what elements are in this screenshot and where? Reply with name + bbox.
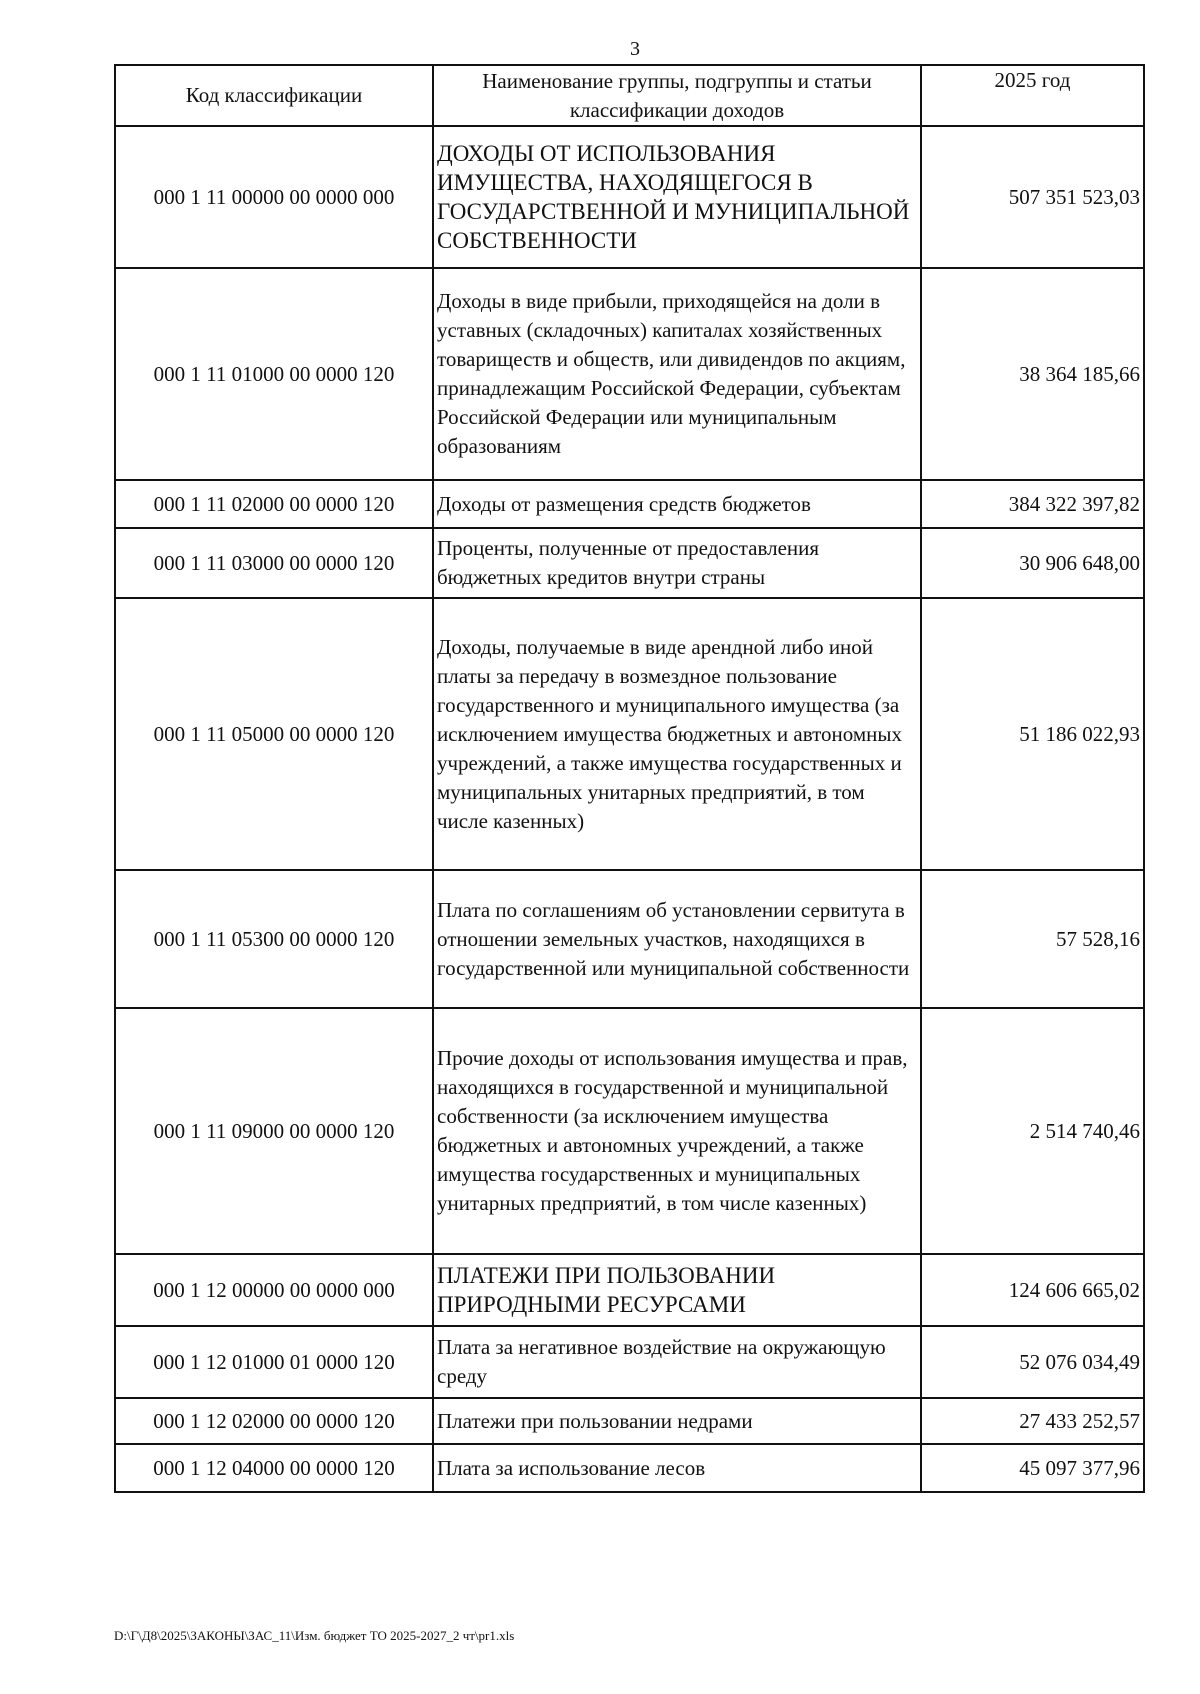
- classification-name: Доходы от размещения средств бюджетов: [433, 480, 921, 528]
- table-row: [115, 1444, 1144, 1492]
- amount-2025: 384 322 397,82: [921, 480, 1144, 528]
- file-path-footer: D:\Г\Д8\2025\ЗАКОНЫ\ЗАС_11\Изм. бюджет ТО 2025-2027_2 чт\pr1.xls: [114, 1628, 515, 1643]
- classification-code: 000 1 11 05300 00 0000 120: [115, 870, 433, 1008]
- amount-2025: 51 186 022,93: [921, 598, 1144, 870]
- classification-code: 000 1 11 01000 00 0000 120: [115, 268, 433, 480]
- classification-code: 000 1 11 03000 00 0000 120: [115, 528, 433, 598]
- amount-2025: 30 906 648,00: [921, 528, 1144, 598]
- classification-name: Плата за использование лесов: [433, 1444, 921, 1492]
- classification-name: ДОХОДЫ ОТ ИСПОЛЬЗОВАНИЯ ИМУЩЕСТВА, НАХОДЯЩЕГОСЯ В ГОСУДАРСТВЕННОЙ И МУНИЦИПАЛЬНОЙ СОБСТВЕННОСТИ: [433, 126, 921, 268]
- amount-2025: 27 433 252,57: [921, 1398, 1144, 1444]
- amount-2025: 124 606 665,02: [921, 1254, 1144, 1326]
- classification-name: Доходы, получаемые в виде арендной либо иной платы за передачу в возмездное пользование государственного и муниципального имущества (за исключением имущества бюджетных и автономных учреждений, а также имущества государственных и муниципальных унитарных предприятий, в том числе казенных): [433, 598, 921, 870]
- table-row: [115, 1254, 1144, 1326]
- classification-code: 000 1 11 09000 00 0000 120: [115, 1008, 433, 1254]
- classification-name: Плата за негативное воздействие на окружающую среду: [433, 1326, 921, 1398]
- classification-code: 000 1 12 01000 01 0000 120: [115, 1326, 433, 1398]
- classification-name: Проценты, полученные от предоставления бюджетных кредитов внутри страны: [433, 528, 921, 598]
- table-row: [115, 1326, 1144, 1398]
- revenue-classification-table: [114, 64, 1145, 1493]
- classification-name: Платежи при пользовании недрами: [433, 1398, 921, 1444]
- amount-2025: 507 351 523,03: [921, 126, 1144, 268]
- table-row: [115, 126, 1144, 268]
- table-row: [115, 1008, 1144, 1254]
- classification-code: 000 1 11 05000 00 0000 120: [115, 598, 433, 870]
- table-row: [115, 1398, 1144, 1444]
- classification-name: Прочие доходы от использования имущества и прав, находящихся в государственной и муниципальной собственности (за исключением имущества бюджетных и автономных учреждений, а также имущества государственных и муниципальных унитарных предприятий, в том числе казенных): [433, 1008, 921, 1254]
- amount-2025: 45 097 377,96: [921, 1444, 1144, 1492]
- classification-code: 000 1 12 00000 00 0000 000: [115, 1254, 433, 1326]
- table-row: [115, 268, 1144, 480]
- classification-name: Плата по соглашениям об установлении сервитута в отношении земельных участков, находящихся в государственной или муниципальной собственности: [433, 870, 921, 1008]
- table-header-row: [115, 65, 1144, 126]
- amount-2025: 2 514 740,46: [921, 1008, 1144, 1254]
- table-row: [115, 598, 1144, 870]
- header-name: Наименование группы, подгруппы и статьи классификации доходов: [433, 65, 921, 126]
- classification-code: 000 1 11 00000 00 0000 000: [115, 126, 433, 268]
- table-row: [115, 870, 1144, 1008]
- amount-2025: 52 076 034,49: [921, 1326, 1144, 1398]
- classification-name: ПЛАТЕЖИ ПРИ ПОЛЬЗОВАНИИ ПРИРОДНЫМИ РЕСУРСАМИ: [433, 1254, 921, 1326]
- amount-2025: 57 528,16: [921, 870, 1144, 1008]
- table-row: [115, 528, 1144, 598]
- classification-code: 000 1 12 02000 00 0000 120: [115, 1398, 433, 1444]
- classification-name: Доходы в виде прибыли, приходящейся на доли в уставных (складочных) капиталах хозяйственных товариществ и обществ, или дивидендов по акциям, принадлежащим Российской Федерации, субъектам Российской Федерации или муниципальным образованиям: [433, 268, 921, 480]
- classification-code: 000 1 12 04000 00 0000 120: [115, 1444, 433, 1492]
- amount-2025: 38 364 185,66: [921, 268, 1144, 480]
- classification-code: 000 1 11 02000 00 0000 120: [115, 480, 433, 528]
- page-number: 3: [630, 38, 640, 60]
- table-row: [115, 480, 1144, 528]
- table-body: [115, 126, 1144, 1492]
- header-code: Код классификации: [115, 65, 433, 126]
- header-year: 2025 год: [921, 65, 1144, 126]
